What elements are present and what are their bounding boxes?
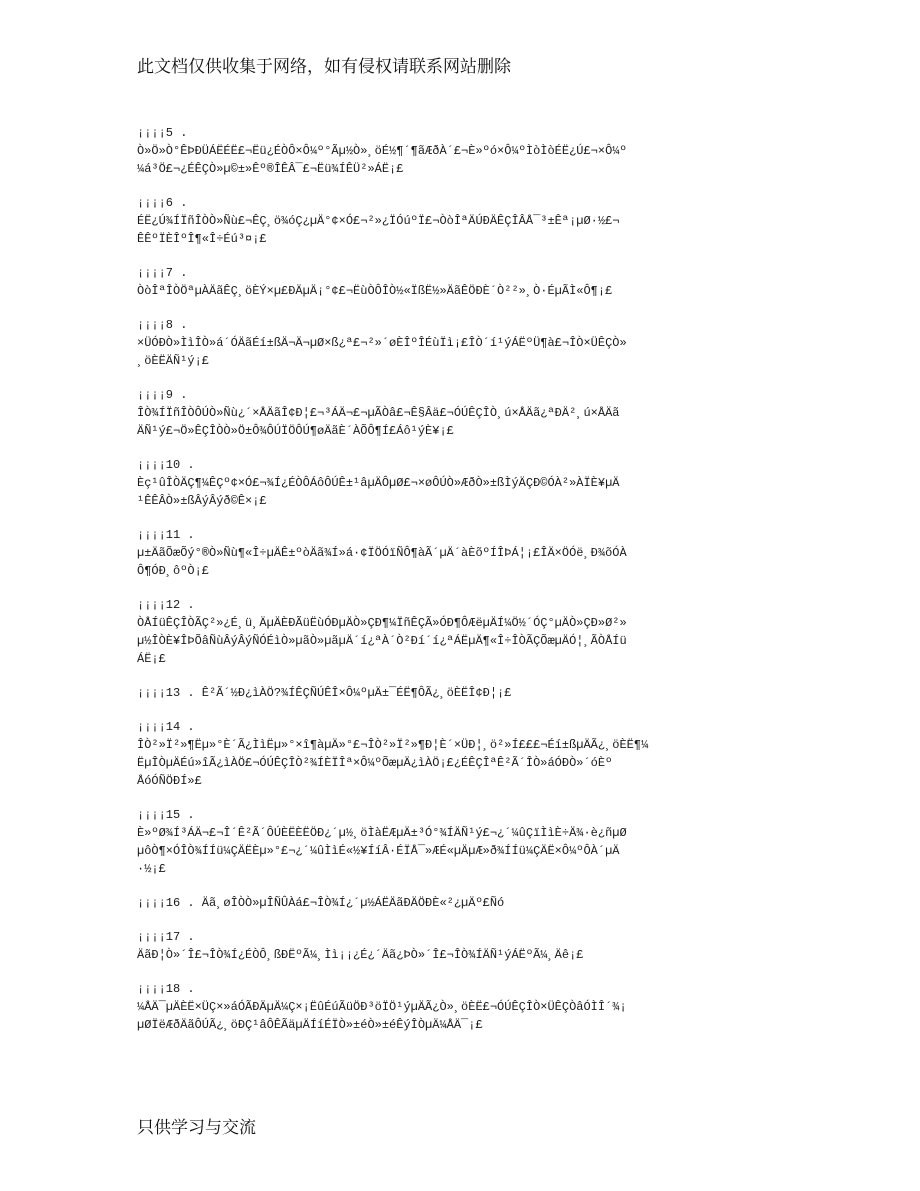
item-text: ¼á³Ö£¬¿ÉÊÇÒ»µ©±»Êº®ÎÊÂ¯£¬Ëü¾ÍÊÜ²»ÁË¡£ xyxy=(137,162,404,176)
document-body xyxy=(137,124,797,1050)
item-text: ËµÎÒµÄÉú»îÃ¿ìÀÖ£¬ÓÚÊÇÎÒ²¾ÍÈÏÎª×Ô¼ºÕæµÄ¿ìÀÖ¡£¿ÉÊÇÎªÊ²Ã´ÎÒ»áÓÐÒ»´óÈº xyxy=(137,756,613,770)
item-text: ÊÊºÏÈÎºÎ¶«Î÷Éú³¤¡£ xyxy=(137,232,267,246)
item-text: µØÏëÆðÄãÔÚÃ¿¸öÐÇ¹âÔÊÃäµÄÍíÉÏÒ»±éÒ»±éÊýÎÒµÄ¼ÅÄ¯¡£ xyxy=(137,1018,483,1032)
item-number: ¡¡¡¡14 . xyxy=(137,720,195,734)
item-number: ¡¡¡¡12 . xyxy=(137,598,195,612)
item-text: ÄÑ¹ý£¬Ö»ÊÇÎÒÒ»Ö±Ô¾ÔÚÏÖÔÚ¶øÄãÈ´ÀÕÔ¶Í£Áô¹ýÈ¥¡£ xyxy=(137,424,454,438)
list-item xyxy=(137,264,797,300)
item-text: ¡¡¡¡13 . Ê²Ã´½Ð¿ìÀÖ?¾ÍÊÇÑÚÊÎ×Ô¼ºµÄ±¯ÉË¶ÔÃ¿¸öÈËÎ¢Ð¦¡£ xyxy=(137,686,512,700)
item-number: ¡¡¡¡5 . xyxy=(137,126,188,140)
list-item xyxy=(137,894,797,912)
item-text: È»ºØ¾Í³ÁÄ¬£¬Î´Ê²Ã´ÔÚÈËÈËÖÐ¿´µ½¸öÌàËÆµÄ±³Ó°¾ÍÄÑ¹ý£¬¿´¼ûÇïÌìÈ÷Ä¾·è¿ñµØ xyxy=(137,826,627,840)
item-text: ¡¡¡¡16 . Äã¸øÎÒÒ»µÎÑÛÀá£¬ÎÒ¾Í¿´µ½ÁËÄãÐÄÖÐÈ«²¿µÄº£Ñó xyxy=(137,896,505,910)
list-item xyxy=(137,980,797,1034)
item-text: µ½ÎÒÈ¥ÎÞÕâÑùÂýÂýÑÓÉìÒ»µãÒ»µãµÄ´í¿ªÀ´Ò²Ðí´í¿ªÁËµÄ¶«Î÷ÎÒÃÇÕæµÄÓ¦¸ÃÒÅÍü xyxy=(137,634,627,648)
list-item xyxy=(137,526,797,580)
item-text: ÒÅÍüÊÇÎÒÃÇ²»¿É¸ü¸ÄµÄÈÐÃüËùÓÐµÄÒ»ÇÐ¶¼ÏñÊÇÃ»ÓÐ¶ÔÆëµÄÍ¼Ö½´ÓÇ°µÄÒ»ÇÐ»Ø²» xyxy=(137,616,627,630)
list-item xyxy=(137,684,797,702)
item-text: µ±ÄãÕæÕý°®Ò»Ñù¶«Î÷µÄÊ±ºòÄã¾Í»á·¢ÏÖÓïÑÔ¶àÃ´µÄ´àÈõºÍÎÞÁ¦¡£ÎÄ×ÖÓë¸Ð¾õÓÀ xyxy=(137,546,627,560)
item-text: ÒòÎªÎÒÖªµÀÄãÊÇ¸öÈÝ×µ£ÐÄµÄ¡°¢£¬ËùÒÔÎÒ½«ÏßË½»ÄãÊÖÐÈ´Ò²²»¸Ò·ÉµÃÌ«Ô¶¡£ xyxy=(137,284,613,298)
list-item xyxy=(137,316,797,370)
list-item xyxy=(137,806,797,878)
list-item xyxy=(137,194,797,248)
list-item xyxy=(137,456,797,510)
item-number: ¡¡¡¡15 . xyxy=(137,808,195,822)
item-number: ¡¡¡¡6 . xyxy=(137,196,188,210)
item-text: ÎÒ²»Ï²»¶Ëµ»°È´Ã¿ÌìËµ»°×î¶àµÄ»°£¬ÎÒ²»Ï²»¶Ð¦È´×ÜÐ¦¸ö²»Í£££¬Éí±ßµÄÃ¿¸öÈË¶¼ xyxy=(137,738,649,752)
item-number: ¡¡¡¡9 . xyxy=(137,388,188,402)
item-text: ÁË¡£ xyxy=(137,652,166,666)
item-number: ¡¡¡¡18 . xyxy=(137,982,195,996)
list-item xyxy=(137,928,797,964)
item-text: Èç¹ûÎÒÄÇ¶¼ÊÇº¢×Ó£¬¾Í¿ÉÒÔÁôÔÚÊ±¹âµÄÔµØ£¬×øÔÚÒ»ÆðÒ»±ßÌýÄÇÐ©ÓÀ²»ÀÏÈ¥µÄ xyxy=(137,476,620,490)
item-number: ¡¡¡¡11 . xyxy=(137,528,195,542)
item-text: µôÒ¶×ÓÎÒ¾ÍÍü¼ÇÄËÈµ»°£¬¿´¼ûÌìÉ«½¥ÍíÂ·ÉÏÅ¯»ÆÉ«µÄµÆ»ð¾ÍÍü¼ÇÄË×Ô¼ºÔÀ´µÄ xyxy=(137,844,620,858)
item-text: ÄãÐ¦Ò»´Î£¬ÎÒ¾Í¿ÉÒÔ¸ßÐËºÃ¼¸Ìì¡¡¿É¿´Äã¿ÞÒ»´Î£¬ÎÒ¾ÍÄÑ¹ýÁËºÃ¼¸Äê¡£ xyxy=(137,948,584,962)
item-text: ×ÜÓÐÒ»ÌìÎÒ»á´ÓÄãÉí±ßÄ¬Ä¬µØ×ß¿ª£¬²»´øÈÎºÎÉùÏì¡£ÎÒ´í¹ýÁËºÜ¶à£¬ÎÒ×ÜÊÇÒ» xyxy=(137,336,627,350)
item-text: ·½¡£ xyxy=(137,862,166,876)
item-number: ¡¡¡¡10 . xyxy=(137,458,195,472)
item-text: ÎÒ¾ÍÏñÎÒÔÚÒ»Ñù¿´×ÅÄãÎ¢Ð¦£¬³ÁÄ¬£¬µÃÒâ£¬Ê§Âä£¬ÓÚÊÇÎÒ¸ú×ÅÄã¿ªÐÄ²¸ú×ÅÄã xyxy=(137,406,620,420)
item-number: ¡¡¡¡7 . xyxy=(137,266,188,280)
item-text: ¸öÈËÄÑ¹ý¡£ xyxy=(137,354,210,368)
item-text: ¹ÊÊÂÒ»±ßÂýÂýð©Ê×¡£ xyxy=(137,494,267,508)
list-item xyxy=(137,718,797,790)
item-text: ¼ÅÄ¯µÄÈË×ÜÇ×»áÓÃÐÄµÄ¼Ç×¡ËûÉúÃüÖÐ³öÏÖ¹ýµÄÃ¿Ò»¸öÈË£¬ÓÚÊÇÎÒ×ÜÊÇÒâÓÌÎ´¾¡ xyxy=(137,1000,627,1014)
list-item xyxy=(137,386,797,440)
list-item xyxy=(137,124,797,178)
page-footer: 只供学习与交流 xyxy=(137,1118,256,1138)
item-number: ¡¡¡¡17 . xyxy=(137,930,195,944)
item-text: Ô¶ÓÐ¸ôºÒ¡£ xyxy=(137,564,210,578)
item-number: ¡¡¡¡8 . xyxy=(137,318,188,332)
item-text: ÉË¿Ú¾ÍÏñÎÒÒ»Ñù£¬ÊÇ¸ö¾óÇ¿µÄ°¢×Ó£¬²»¿ÏÓúºÏ£¬ÒòÎªÄÚÐÄÊÇÎÂÅ¯³±Êª¡µØ·½£¬ xyxy=(137,214,620,228)
item-text: Ò»Ö»Ò°ÊÞÐÜÁËÉË£¬Ëü¿ÉÒÔ×Ô¼º°Ãµ½Ò»¸öÉ½¶´¶ãÆðÀ´£¬È»ºó×Ô¼ºÌòÌòÉË¿Ú£¬×Ô¼º xyxy=(137,144,627,158)
list-item xyxy=(137,596,797,668)
item-text: ÅóÓÑÖÐÍ»£ xyxy=(137,774,202,788)
page-header: 此文档仅供收集于网络，如有侵权请联系网站删除 xyxy=(137,57,511,77)
